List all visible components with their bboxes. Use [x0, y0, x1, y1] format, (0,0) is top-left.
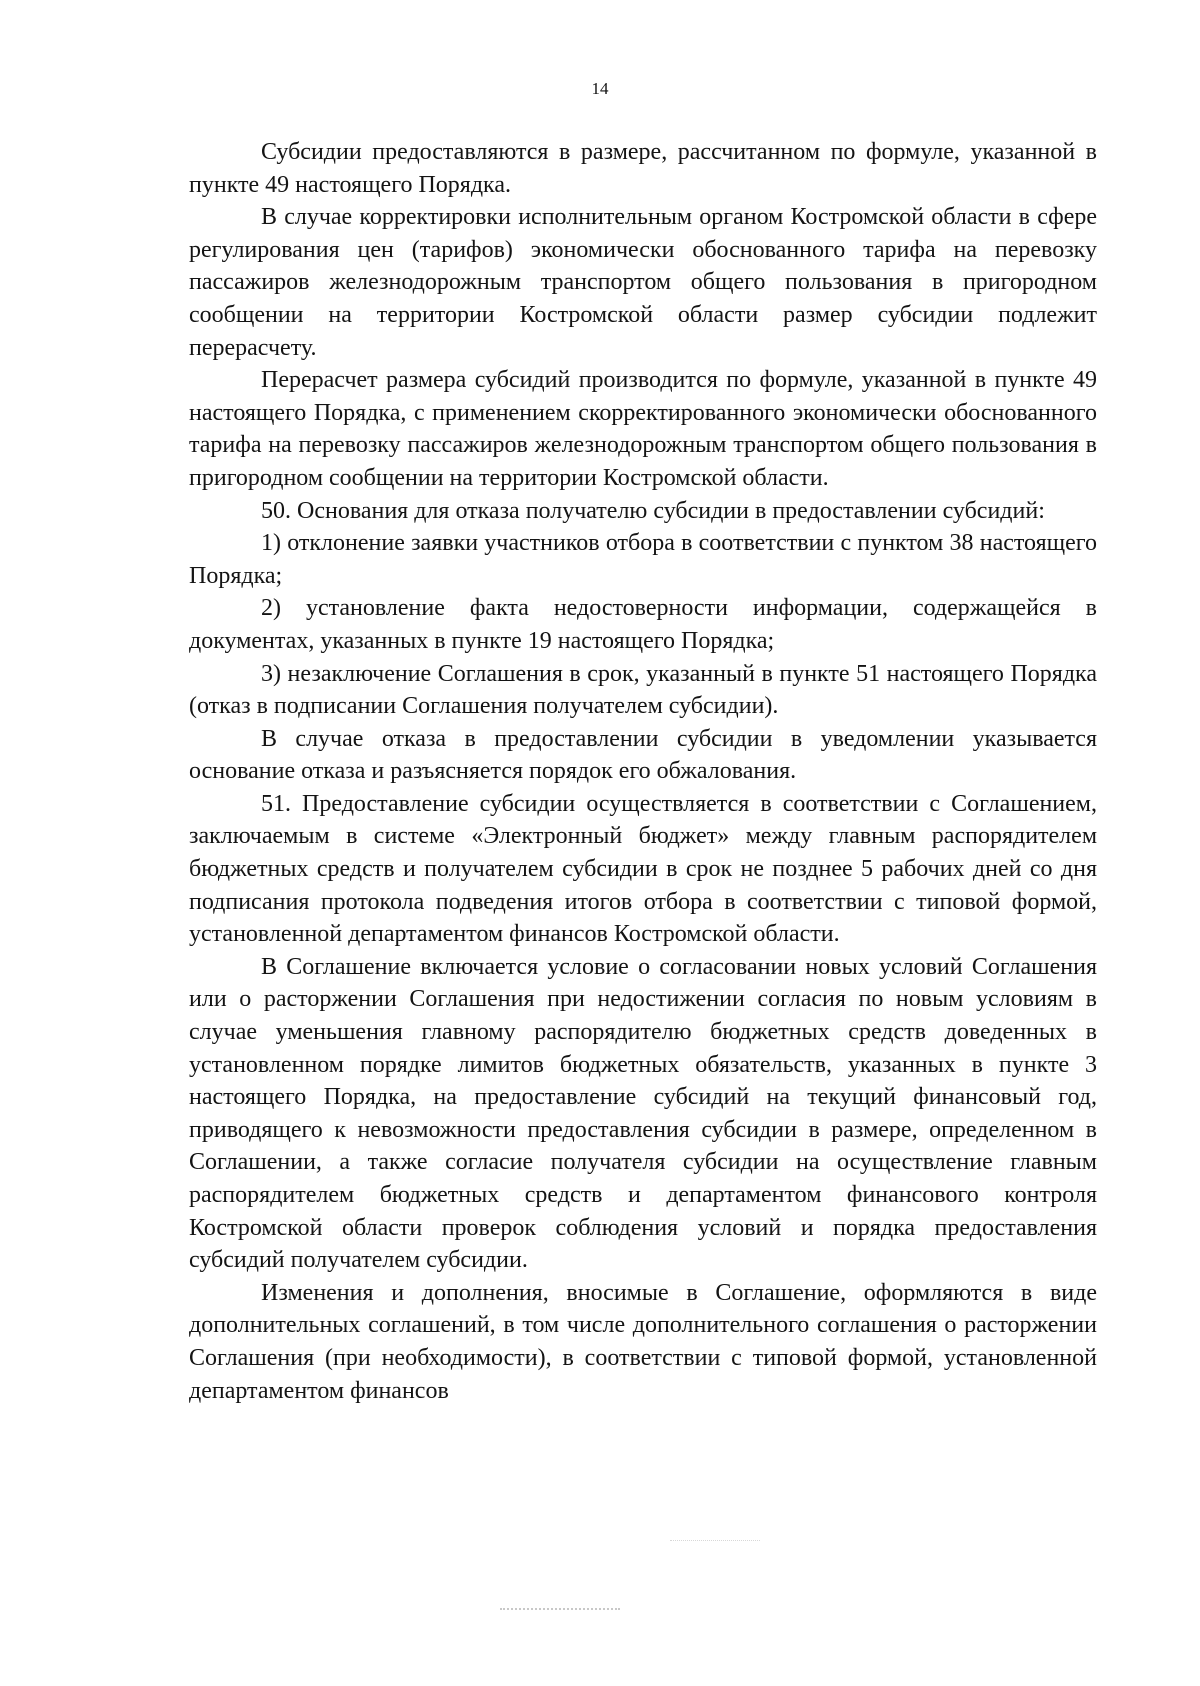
paragraph-amendments: Изменения и дополнения, вносимые в Соглашение, оформляются в виде дополнительных соглашений, в том числе дополнительного соглашения о расторжении Соглашения (при необходимости), в соответствии с типовой формой, установленной департаментом финансов [189, 1279, 1097, 1404]
paragraph-agreement-conditions: В Соглашение включается условие о согласовании новых условий Соглашения или о расторжении Соглашения при недостижении согласия по новым условиям в случае уменьшения главному распорядителю бюджетных средств доведенных в установленном порядке лимитов бюджетных обязательств, указанных в пункте 3 настоящего Порядка, на предоставление субсидий на текущий финансовый год, приводящего к невозможности предоставления субсидии в размере, определенном в Соглашении, а также согласие получателя субсидии на осуществление главным распорядителем бюджетных средств и департаментом финансового контроля Костромской области проверок соблюдения условий и порядка предоставления субсидий получателем субсидии. [189, 953, 1097, 1274]
document-body [189, 136, 1097, 1407]
list-item-2: 2) установление факта недостоверности информации, содержащейся в документах, указанных в пункте 19 настоящего Порядка; [189, 595, 1097, 654]
scan-artifact [500, 1608, 620, 1614]
page-number: 14 [591, 79, 609, 98]
paragraph-section-50: 50. Основания для отказа получателю субсидии в предоставлении субсидий: [261, 497, 1045, 524]
list-item-3: 3) незаключение Соглашения в срок, указанный в пункте 51 настоящего Порядка (отказ в подписании Соглашения получателем субсидии). [189, 660, 1097, 720]
paragraph-section-51: 51. Предоставление субсидии осуществляется в соответствии с Соглашением, заключаемым в системе «Электронный бюджет» между главным распорядителем бюджетных средств и получателем субсидии в срок не позднее 5 рабочих дней со дня подписания протокола подведения итогов отбора в соответствии с типовой формой, установленной департаментом финансов Костромской области. [189, 790, 1097, 948]
list-item-1: 1) отклонение заявки участников отбора в соответствии с пунктом 38 настоящего Порядка; [189, 530, 1097, 589]
scan-artifact [670, 1540, 760, 1543]
paragraph-recalculation: Перерасчет размера субсидий производится по формуле, указанной в пункте 49 настоящего Порядка, с применением скорректированного экономически обоснованного тарифа на перевозку пассажиров железнодорожным транспортом общего пользования в пригородном сообщении на территории Костромской области. [189, 367, 1097, 491]
paragraph-refusal-notice: В случае отказа в предоставлении субсидии в уведомлении указывается основание отказа и разъясняется порядок его обжалования. [189, 725, 1097, 785]
paragraph-subsidy-amount: Субсидии предоставляются в размере, рассчитанном по формуле, указанной в пункте 49 настоящего Порядка. [189, 139, 1097, 198]
paragraph-tariff-correction: В случае корректировки исполнительным органом Костромской области в сфере регулирования цен (тарифов) экономически обоснованного тарифа на перевозку пассажиров железнодорожным транспортом общего пользования в пригородном сообщении на территории Костромской области размер субсидии подлежит перерасчету. [189, 204, 1097, 361]
